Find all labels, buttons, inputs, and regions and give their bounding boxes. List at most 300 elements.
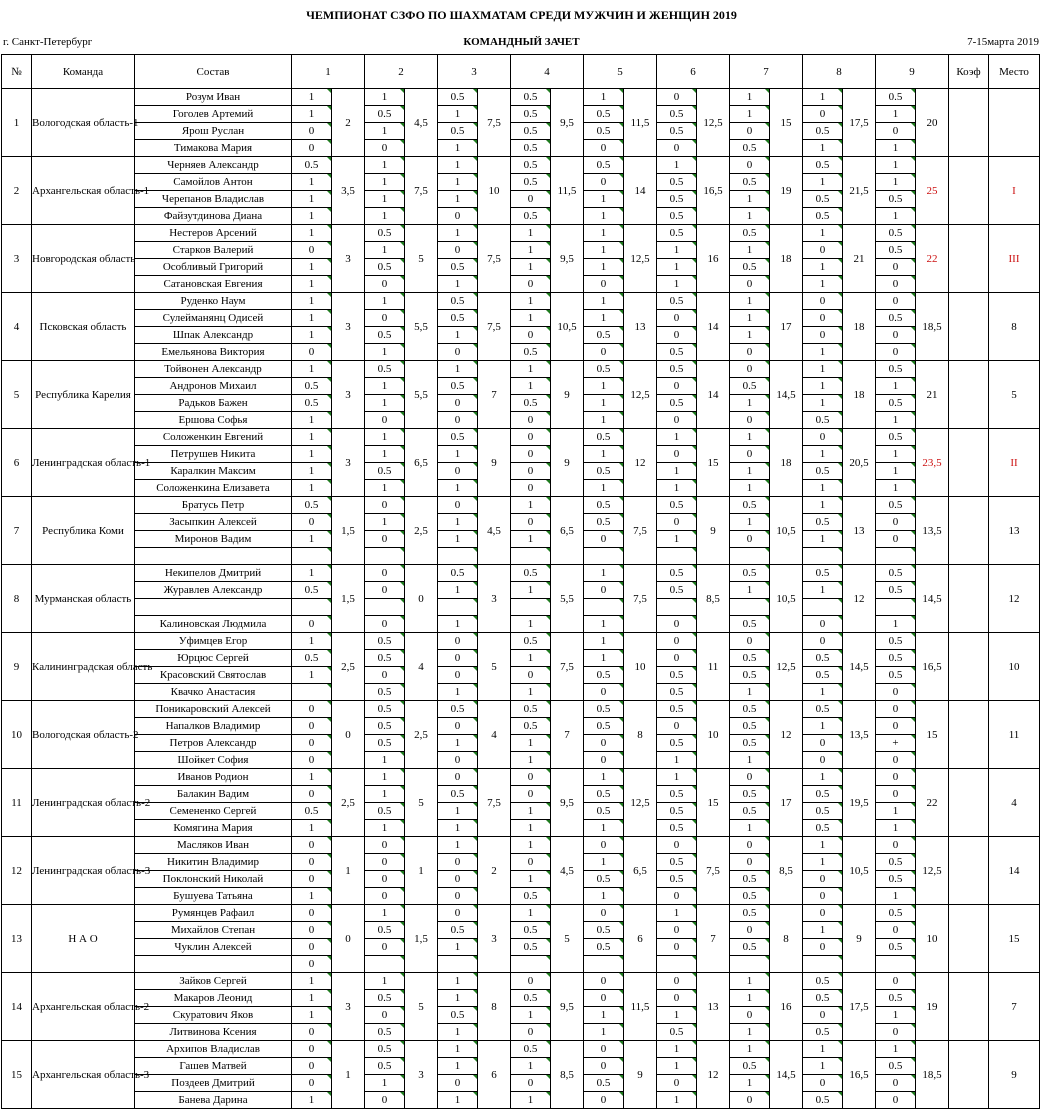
game-result: 1: [657, 480, 697, 497]
game-result: 1: [438, 191, 478, 208]
game-result: 1: [876, 803, 916, 820]
game-result: [803, 599, 843, 616]
player-name: Миронов Вадим: [135, 531, 292, 548]
round-total: 15: [697, 429, 730, 497]
game-result: 0.5: [803, 463, 843, 480]
game-result: 0: [803, 752, 843, 769]
game-result: 0: [730, 769, 770, 786]
round-total: 12,5: [624, 769, 657, 837]
coefficient: [949, 769, 989, 837]
table-row: [2, 412, 1040, 429]
game-result: 1: [876, 820, 916, 837]
game-result: 1: [511, 871, 551, 888]
table-row: [2, 1024, 1040, 1041]
game-result: 1: [803, 1041, 843, 1058]
table-row: [2, 293, 1040, 310]
round-total: 1,5: [332, 565, 365, 633]
round-total: 12,5: [624, 225, 657, 293]
round-total: 18: [843, 293, 876, 361]
round-total: 3: [332, 973, 365, 1041]
game-result: [511, 548, 551, 565]
game-result: 0: [803, 616, 843, 633]
game-result: 0.5: [730, 786, 770, 803]
round-total: 16: [770, 973, 803, 1041]
team-number: 6: [2, 429, 32, 497]
game-result: 0: [803, 242, 843, 259]
round-total: 10: [916, 905, 949, 973]
table-row: [2, 786, 1040, 803]
team-name: Ленинградская область-2: [32, 769, 135, 837]
game-result: 0.5: [584, 922, 624, 939]
game-result: 0.5: [730, 497, 770, 514]
game-result: 0.5: [365, 990, 405, 1007]
table-row: [2, 701, 1040, 718]
table-row: [2, 531, 1040, 548]
game-result: 0: [803, 1075, 843, 1092]
game-result: 1: [730, 582, 770, 599]
round-total: 7: [551, 701, 584, 769]
round-total: 22: [916, 769, 949, 837]
game-result: 0.5: [511, 701, 551, 718]
game-result: 0: [730, 633, 770, 650]
game-result: 0.5: [657, 123, 697, 140]
round-total: 16: [697, 225, 730, 293]
game-result: 1: [438, 327, 478, 344]
game-result: 1: [438, 803, 478, 820]
round-total: 7,5: [478, 225, 511, 293]
game-result: 0.5: [657, 786, 697, 803]
game-result: 1: [438, 820, 478, 837]
round-total: 18: [843, 361, 876, 429]
round-total: 25: [916, 157, 949, 225]
game-result: 0.5: [292, 582, 332, 599]
round-total: 8: [478, 973, 511, 1041]
game-result: 1: [292, 463, 332, 480]
game-result: 0: [876, 1075, 916, 1092]
game-result: 1: [876, 446, 916, 463]
game-result: 1: [730, 208, 770, 225]
game-result: 1: [292, 633, 332, 650]
table-row: [2, 599, 1040, 616]
game-result: 1: [365, 191, 405, 208]
game-result: 0: [657, 616, 697, 633]
game-result: 0.5: [730, 701, 770, 718]
game-result: 1: [730, 191, 770, 208]
coefficient: [949, 565, 989, 633]
game-result: 1: [365, 429, 405, 446]
game-result: 0.5: [876, 429, 916, 446]
game-result: 1: [292, 276, 332, 293]
game-result: 0.5: [876, 582, 916, 599]
game-result: 1: [511, 242, 551, 259]
game-result: 0.5: [438, 123, 478, 140]
game-result: 1: [292, 769, 332, 786]
game-result: 1: [730, 310, 770, 327]
round-total: 10,5: [551, 293, 584, 361]
game-result: 1: [584, 854, 624, 871]
game-result: 1: [365, 820, 405, 837]
game-result: 0: [438, 242, 478, 259]
round-total: 15: [916, 701, 949, 769]
game-result: [511, 599, 551, 616]
game-result: 0: [511, 429, 551, 446]
game-result: 1: [584, 208, 624, 225]
game-result: 0.5: [365, 259, 405, 276]
coefficient: [949, 89, 989, 157]
game-result: 1: [584, 89, 624, 106]
game-result: 1: [657, 905, 697, 922]
game-result: 0.5: [584, 157, 624, 174]
game-result: 0: [292, 854, 332, 871]
game-result: 0.5: [438, 259, 478, 276]
game-result: 0.5: [803, 157, 843, 174]
game-result: 1: [292, 310, 332, 327]
coefficient: [949, 973, 989, 1041]
team-standings-table: [1, 54, 1040, 1109]
game-result: 1: [657, 1058, 697, 1075]
round-total: 13,5: [843, 701, 876, 769]
game-result: 0: [438, 871, 478, 888]
game-result: 0.5: [365, 1058, 405, 1075]
round-total: 9: [843, 905, 876, 973]
table-row: [2, 259, 1040, 276]
game-result: 1: [438, 973, 478, 990]
game-result: 1: [511, 650, 551, 667]
game-result: 1: [292, 191, 332, 208]
team-number: 5: [2, 361, 32, 429]
game-result: 1: [511, 361, 551, 378]
game-result: 1: [292, 990, 332, 1007]
game-result: 1: [803, 259, 843, 276]
player-name: Михайлов Степан: [135, 922, 292, 939]
player-name: Поклонский Николай: [135, 871, 292, 888]
game-result: 0: [876, 344, 916, 361]
game-result: 1: [730, 752, 770, 769]
game-result: 0.5: [876, 497, 916, 514]
round-total: 11,5: [551, 157, 584, 225]
col-team: Команда: [32, 55, 135, 89]
game-result: 1: [438, 616, 478, 633]
round-total: 12,5: [624, 361, 657, 429]
game-result: 1: [657, 276, 697, 293]
player-name: Уфимцев Егор: [135, 633, 292, 650]
player-name: Каралкин Максим: [135, 463, 292, 480]
round-total: 8,5: [770, 837, 803, 905]
game-result: 1: [292, 565, 332, 582]
game-result: 0.5: [292, 803, 332, 820]
col-round-2: 2: [365, 55, 438, 89]
game-result: 1: [365, 293, 405, 310]
game-result: [803, 956, 843, 973]
game-result: 1: [803, 378, 843, 395]
player-name: Шойкет София: [135, 752, 292, 769]
game-result: 0: [657, 837, 697, 854]
player-name: Литвинова Ксения: [135, 1024, 292, 1041]
game-result: 1: [438, 361, 478, 378]
team-number: 8: [2, 565, 32, 633]
game-result: 0: [292, 786, 332, 803]
round-total: 18: [770, 429, 803, 497]
game-result: 0: [438, 888, 478, 905]
player-name: Соложенкина Елизавета: [135, 480, 292, 497]
game-result: 0.5: [657, 735, 697, 752]
game-result: 1: [803, 395, 843, 412]
game-result: 1: [584, 616, 624, 633]
round-total: 8,5: [551, 1041, 584, 1109]
game-result: 0.5: [803, 412, 843, 429]
game-result: 1: [584, 310, 624, 327]
game-result: 0.5: [876, 565, 916, 582]
game-result: 1: [292, 1092, 332, 1109]
round-total: 8: [770, 905, 803, 973]
game-result: 1: [803, 497, 843, 514]
game-result: 1: [876, 174, 916, 191]
game-result: 1: [876, 888, 916, 905]
game-result: 1: [292, 888, 332, 905]
player-name: Гоголев Артемий: [135, 106, 292, 123]
game-result: 0.5: [803, 990, 843, 1007]
player-name: Макаров Леонид: [135, 990, 292, 1007]
game-result: 0: [292, 1041, 332, 1058]
team-number: 9: [2, 633, 32, 701]
game-result: 0: [438, 650, 478, 667]
game-result: 1: [803, 531, 843, 548]
game-result: 0.5: [730, 735, 770, 752]
game-result: 0: [876, 973, 916, 990]
game-result: 1: [511, 735, 551, 752]
game-result: 1: [438, 531, 478, 548]
game-result: 1: [584, 480, 624, 497]
game-result: 0.5: [657, 344, 697, 361]
game-result: 0: [292, 123, 332, 140]
game-result: 0: [292, 871, 332, 888]
player-name: Старков Валерий: [135, 242, 292, 259]
game-result: 0: [876, 837, 916, 854]
game-result: 0.5: [803, 208, 843, 225]
game-result: 1: [292, 429, 332, 446]
team-number: 7: [2, 497, 32, 565]
game-result: 0.5: [584, 939, 624, 956]
table-row: [2, 378, 1040, 395]
col-round-8: 8: [803, 55, 876, 89]
col-round-9: 9: [876, 55, 949, 89]
col-round-4: 4: [511, 55, 584, 89]
round-total: 13,5: [916, 497, 949, 565]
player-name: Красовский Святослав: [135, 667, 292, 684]
game-result: 0.5: [876, 191, 916, 208]
game-result: 0.5: [438, 293, 478, 310]
game-result: 1: [365, 769, 405, 786]
game-result: 1: [730, 429, 770, 446]
round-total: 14: [624, 157, 657, 225]
game-result: 1: [511, 616, 551, 633]
game-result: 0.5: [511, 1041, 551, 1058]
coefficient: [949, 293, 989, 361]
game-result: 0.5: [292, 157, 332, 174]
game-result: 0.5: [584, 667, 624, 684]
game-result: 0.5: [730, 616, 770, 633]
game-result: 1: [876, 463, 916, 480]
game-result: 1: [657, 531, 697, 548]
round-total: 12: [843, 565, 876, 633]
game-result: 0: [584, 684, 624, 701]
table-row: [2, 837, 1040, 854]
game-result: 1: [365, 123, 405, 140]
round-total: 19: [916, 973, 949, 1041]
game-result: 0: [292, 752, 332, 769]
round-total: 1,5: [405, 905, 438, 973]
game-result: 0: [438, 752, 478, 769]
game-result: 1: [438, 140, 478, 157]
player-name: Шпак Александр: [135, 327, 292, 344]
game-result: 1: [438, 1092, 478, 1109]
game-result: 1: [730, 820, 770, 837]
round-total: 0: [405, 565, 438, 633]
game-result: 0.5: [292, 497, 332, 514]
game-result: 0: [365, 276, 405, 293]
game-result: 1: [876, 106, 916, 123]
game-result: 1: [584, 769, 624, 786]
game-result: 1: [730, 395, 770, 412]
team-number: 13: [2, 905, 32, 973]
game-result: 1: [292, 208, 332, 225]
game-result: 1: [657, 157, 697, 174]
game-result: 0.5: [730, 888, 770, 905]
game-result: 0: [584, 344, 624, 361]
game-result: 1: [803, 89, 843, 106]
round-total: 21: [843, 225, 876, 293]
round-total: 10,5: [770, 497, 803, 565]
game-result: 0.5: [876, 395, 916, 412]
table-row: [2, 344, 1040, 361]
game-result: 0.5: [438, 429, 478, 446]
coefficient: [949, 225, 989, 293]
col-round-3: 3: [438, 55, 511, 89]
game-result: 1: [584, 888, 624, 905]
table-row: [2, 208, 1040, 225]
game-result: [584, 599, 624, 616]
game-result: 0.5: [511, 633, 551, 650]
table-row: [2, 123, 1040, 140]
player-name: Емельянова Виктория: [135, 344, 292, 361]
col-place: Место: [989, 55, 1040, 89]
game-result: 0: [365, 616, 405, 633]
page-title: ЧЕМПИОНАТ СЗФО ПО ШАХМАТАМ СРЕДИ МУЖЧИН И ЖЕНЩИН 2019: [306, 8, 737, 22]
round-total: 1,5: [332, 497, 365, 565]
game-result: 0: [292, 922, 332, 939]
game-result: 0.5: [365, 701, 405, 718]
player-name: Ершова Софья: [135, 412, 292, 429]
game-result: 0.5: [365, 803, 405, 820]
game-result: [730, 548, 770, 565]
game-result: 0.5: [511, 140, 551, 157]
game-result: 1: [584, 242, 624, 259]
round-total: 13: [843, 497, 876, 565]
game-result: 0.5: [511, 939, 551, 956]
game-result: 0: [584, 837, 624, 854]
team-name: Ленинградская область-3: [32, 837, 135, 905]
game-result: 0: [365, 1092, 405, 1109]
game-result: 0.5: [803, 565, 843, 582]
game-result: 0.5: [730, 1058, 770, 1075]
game-result: 0: [584, 905, 624, 922]
team-name: Вологодская область-1: [32, 89, 135, 157]
player-name: [135, 548, 292, 565]
game-result: 1: [730, 242, 770, 259]
game-result: 0: [803, 735, 843, 752]
game-result: 1: [803, 769, 843, 786]
game-result: 0: [511, 667, 551, 684]
game-result: 0.5: [365, 106, 405, 123]
game-result: 0: [511, 327, 551, 344]
player-name: Зайков Сергей: [135, 973, 292, 990]
game-result: 0: [438, 412, 478, 429]
round-total: 12,5: [916, 837, 949, 905]
table-row: [2, 361, 1040, 378]
round-total: 1: [405, 837, 438, 905]
game-result: 0.5: [657, 497, 697, 514]
game-result: 1: [584, 191, 624, 208]
player-name: Андронов Михаил: [135, 378, 292, 395]
game-result: 0: [511, 1024, 551, 1041]
game-result: 0.5: [511, 888, 551, 905]
round-total: 0: [332, 701, 365, 769]
round-total: 12,5: [770, 633, 803, 701]
table-row: [2, 1075, 1040, 1092]
game-result: 0: [438, 633, 478, 650]
game-result: 0: [876, 531, 916, 548]
game-result: 1: [803, 480, 843, 497]
table-row: [2, 650, 1040, 667]
game-result: 1: [584, 395, 624, 412]
team-place: 4: [989, 769, 1040, 837]
table-row: [2, 480, 1040, 497]
game-result: 1: [584, 225, 624, 242]
game-result: 1: [365, 344, 405, 361]
table-row: [2, 769, 1040, 786]
player-name: Петров Александр: [135, 735, 292, 752]
game-result: 0.5: [730, 939, 770, 956]
player-name: Ярош Руслан: [135, 123, 292, 140]
game-result: 0: [438, 395, 478, 412]
player-name: Особливый Григорий: [135, 259, 292, 276]
game-result: 1: [730, 293, 770, 310]
game-result: 1: [803, 344, 843, 361]
game-result: 0: [365, 497, 405, 514]
game-result: 0.5: [657, 820, 697, 837]
team-number: 11: [2, 769, 32, 837]
coefficient: [949, 361, 989, 429]
player-name: Самойлов Антон: [135, 174, 292, 191]
game-result: 1: [511, 259, 551, 276]
game-result: 0.5: [511, 922, 551, 939]
game-result: 0: [876, 922, 916, 939]
round-total: 9: [551, 361, 584, 429]
game-result: 0.5: [438, 1007, 478, 1024]
game-result: 1: [584, 565, 624, 582]
game-result: 0.5: [730, 378, 770, 395]
game-result: 0.5: [584, 871, 624, 888]
team-place: 7: [989, 973, 1040, 1041]
team-number: 15: [2, 1041, 32, 1109]
player-name: Масляков Иван: [135, 837, 292, 854]
game-result: 1: [292, 89, 332, 106]
game-result: 0.5: [438, 89, 478, 106]
game-result: 0: [584, 1041, 624, 1058]
game-result: 0.5: [365, 327, 405, 344]
round-total: 4: [478, 701, 511, 769]
game-result: 0: [511, 1075, 551, 1092]
